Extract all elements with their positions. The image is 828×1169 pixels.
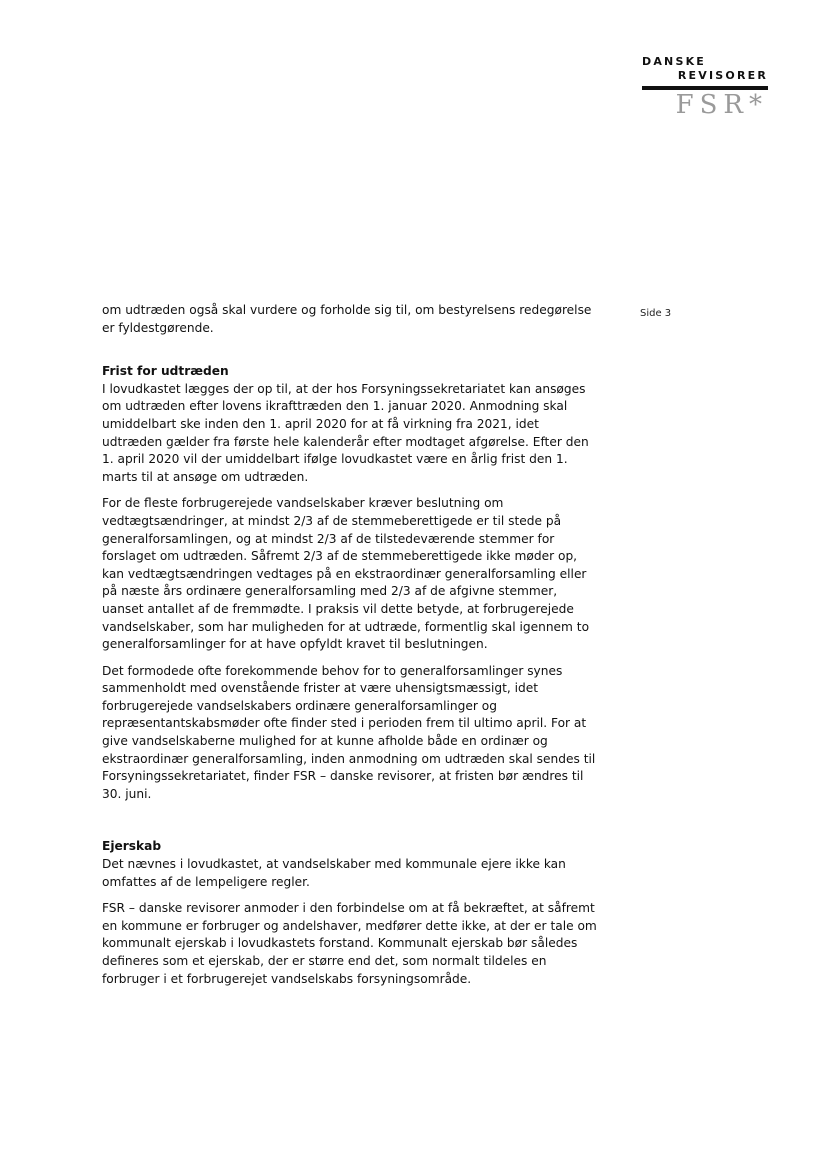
paragraph: Det formodede ofte forekommende behov for to generalforsamlinger synes sammenholdt med ovenstående frister at være uhensigtsmæssigt, idet forbrugerejede vandselskabers ordinære generalforsamlinger og repræsentantskabsmøder ofte finder sted i perioden frem til ultimo april. For at give vandselskaberne mulighed for at kunne afholde både en ordinær og ekstraordinær generalforsamling, inden anmodning om udtræden skal sendes til Forsyningssekretariatet, finder FSR – danske revisorer, at fristen bør ændres til 30. juni. — [102, 663, 596, 801]
logo-text-revisorer: REVISORER — [677, 69, 768, 82]
section-ejerskab — [102, 838, 602, 988]
logo-text-danske: DANSKE — [642, 55, 707, 68]
section-heading: Ejerskab — [102, 839, 162, 854]
paragraph: Det nævnes i lovudkastet, at vandselskaber med kommunale ejere ikke kan omfattes af de lempeligere regler. — [102, 857, 566, 889]
paragraph: For de fleste forbrugerejede vandselskaber kræver beslutning om vedtægtsændringer, at mindst 2/3 af de stemmeberettigede er til stede på generalforsamlingen, og at mindst 2/3 af de tilstedeværende stemmer for forslaget om udtræden. Såfremt 2/3 af de stemmeberettigede ikke møder op, kan vedtægtsændringen vedtages på en ekstraordinær generalforsamling eller på næste års ordinære generalforsamling med 2/3 af de afgivne stemmer, uanset antallet af de fremmødte. I praksis vil dette betyde, at forbrugerejede vandselskaber, som har muligheden for at udtræde, formentlig skal igennem to generalforsamlinger for at have opfyldt kravet til beslutningen. — [102, 496, 590, 652]
paragraph: I lovudkastet lægges der op til, at der hos Forsyningssekretariatet kan ansøges om udtræden efter lovens ikrafttræden den 1. januar 2020. Anmodning skal umiddelbart ske inden den 1. april 2020 for at få virkning fra 2021, idet udtræden gælder fra første hele kalenderår efter modtaget afgørelse. Efter den 1. april 2020 vil der umiddelbart ifølge lovudkastet være en årlig frist den 1. marts til at ansøge om udtræden. — [102, 381, 589, 484]
section-spacer — [102, 812, 602, 838]
page-number: Side 3 — [640, 308, 672, 319]
fsr-logo — [640, 55, 768, 123]
paragraph: FSR – danske revisorer anmoder i den forbindelse om at få bekræftet, at såfremt en kommune er forbruger og andelshaver, medfører dette ikke, at der er tale om kommunalt ejerskab i lovudkastets forstand. Kommunalt ejerskab bør således defineres som et ejerskab, der er større end det, som normalt tildeles en forbruger i et forbrugerejet vandselskabs forsyningsområde. — [102, 901, 597, 986]
section-frist-for-udtraeden — [102, 363, 602, 803]
logo-mark-fsr: FSR* — [675, 90, 768, 120]
intro-paragraph: om udtræden også skal vurdere og forholde sig til, om bestyrelsens redegørelse er fyldestgørende. — [102, 303, 592, 335]
section-heading: Frist for udtræden — [102, 364, 229, 379]
document-body — [102, 302, 602, 997]
section-spacer — [102, 346, 602, 363]
